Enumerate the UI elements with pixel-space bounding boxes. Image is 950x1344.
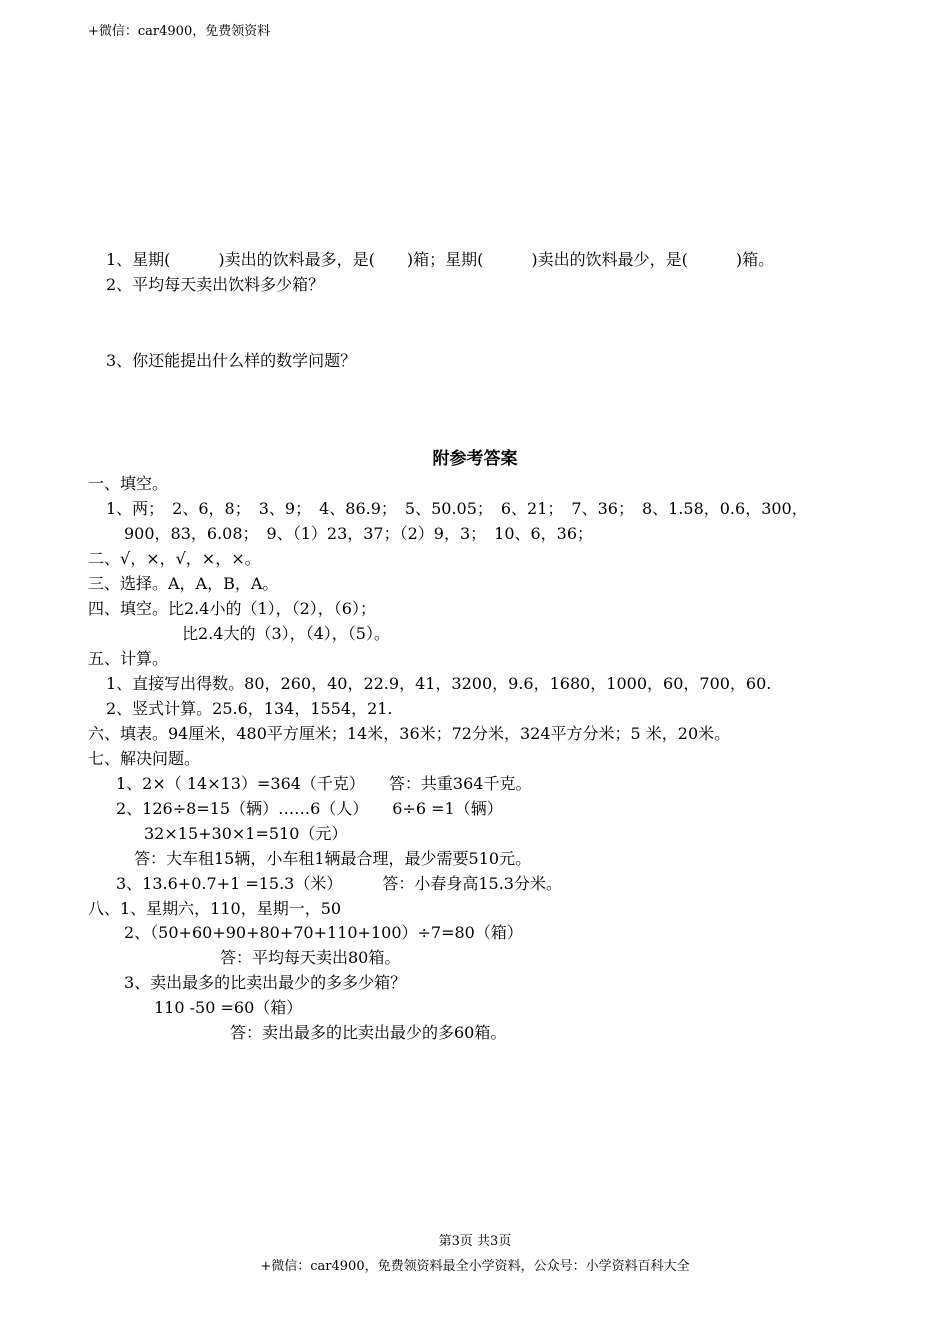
answer-line: 八、1、星期六，110，星期一，50 [88, 899, 342, 918]
question-2: 2、平均每天卖出饮料多少箱？ [106, 275, 325, 294]
answer-line: 2、126÷8=15（辆）……6（人） 6÷6 =1（辆） [116, 799, 503, 818]
answer-line: 1、两； 2、6，8； 3、9； 4、86.9； 5、50.05； 6、21； 7、36； 8、1.58，0.6，300， [106, 499, 808, 518]
answers-title: 附参考答案 [432, 449, 518, 469]
answer-line: 110 -50 =60（箱） [154, 998, 303, 1017]
question-1: 1、星期( )卖出的饮料最多，是( )箱；星期( )卖出的饮料最少，是( )箱。 [106, 250, 775, 269]
answer-line: 2、竖式计算。25.6，134，1554，21. [106, 699, 393, 718]
answer-line: 1、2×（ 14×13）=364（千克） 答：共重364千克。 [116, 774, 532, 793]
answer-line: 比2.4大的（3），（4），（5）。 [182, 624, 390, 643]
answer-line: 3、13.6+0.7+1 =15.3（米） 答：小春身高15.3分米。 [116, 874, 562, 893]
page-number: 第3页 共3页 [438, 1234, 512, 1249]
answer-line: 2、（50+60+90+80+70+110+100）÷7=80（箱） [124, 923, 523, 942]
answer-line: 四、填空。比2.4小的（1），（2），（6）； [88, 599, 376, 618]
answer-line: 答：大车租15辆，小车租1辆最合理，最少需要510元。 [134, 849, 532, 868]
answer-line: 一、填空。 [88, 474, 169, 493]
answer-line: 900，83，6.08； 9、（1）23，37；（2）9，3； 10、6，36； [124, 524, 594, 543]
answer-line: 七、解决问题。 [88, 749, 201, 768]
answer-line: 1、直接写出得数。80，260，40，22.9，41，3200，9.6，1680，1000，60，700，60. [106, 674, 772, 693]
answer-line: 答：卖出最多的比卖出最少的多60箱。 [230, 1023, 507, 1042]
header-note: +微信：car4900，免费领资料 [88, 24, 271, 39]
answer-line: 五、计算。 [88, 649, 169, 668]
answer-line: 3、卖出最多的比卖出最少的多多少箱？ [124, 973, 407, 992]
answer-line: 答：平均每天卖出80箱。 [220, 948, 401, 967]
question-3: 3、你还能提出什么样的数学问题？ [106, 351, 357, 370]
answer-line: 二、√，×，√，×，×。 [88, 549, 261, 568]
footer-note: +微信：car4900，免费领资料最全小学资料，公众号：小学资料百科大全 [260, 1259, 690, 1274]
answer-line: 六、填表。94厘米，480平方厘米；14米，36米；72分米，324平方分米；5 米，20米。 [88, 724, 731, 743]
answer-line: 32×15+30×1=510（元） [144, 824, 348, 843]
answer-line: 三、选择。A，A，B，A。 [88, 574, 279, 593]
